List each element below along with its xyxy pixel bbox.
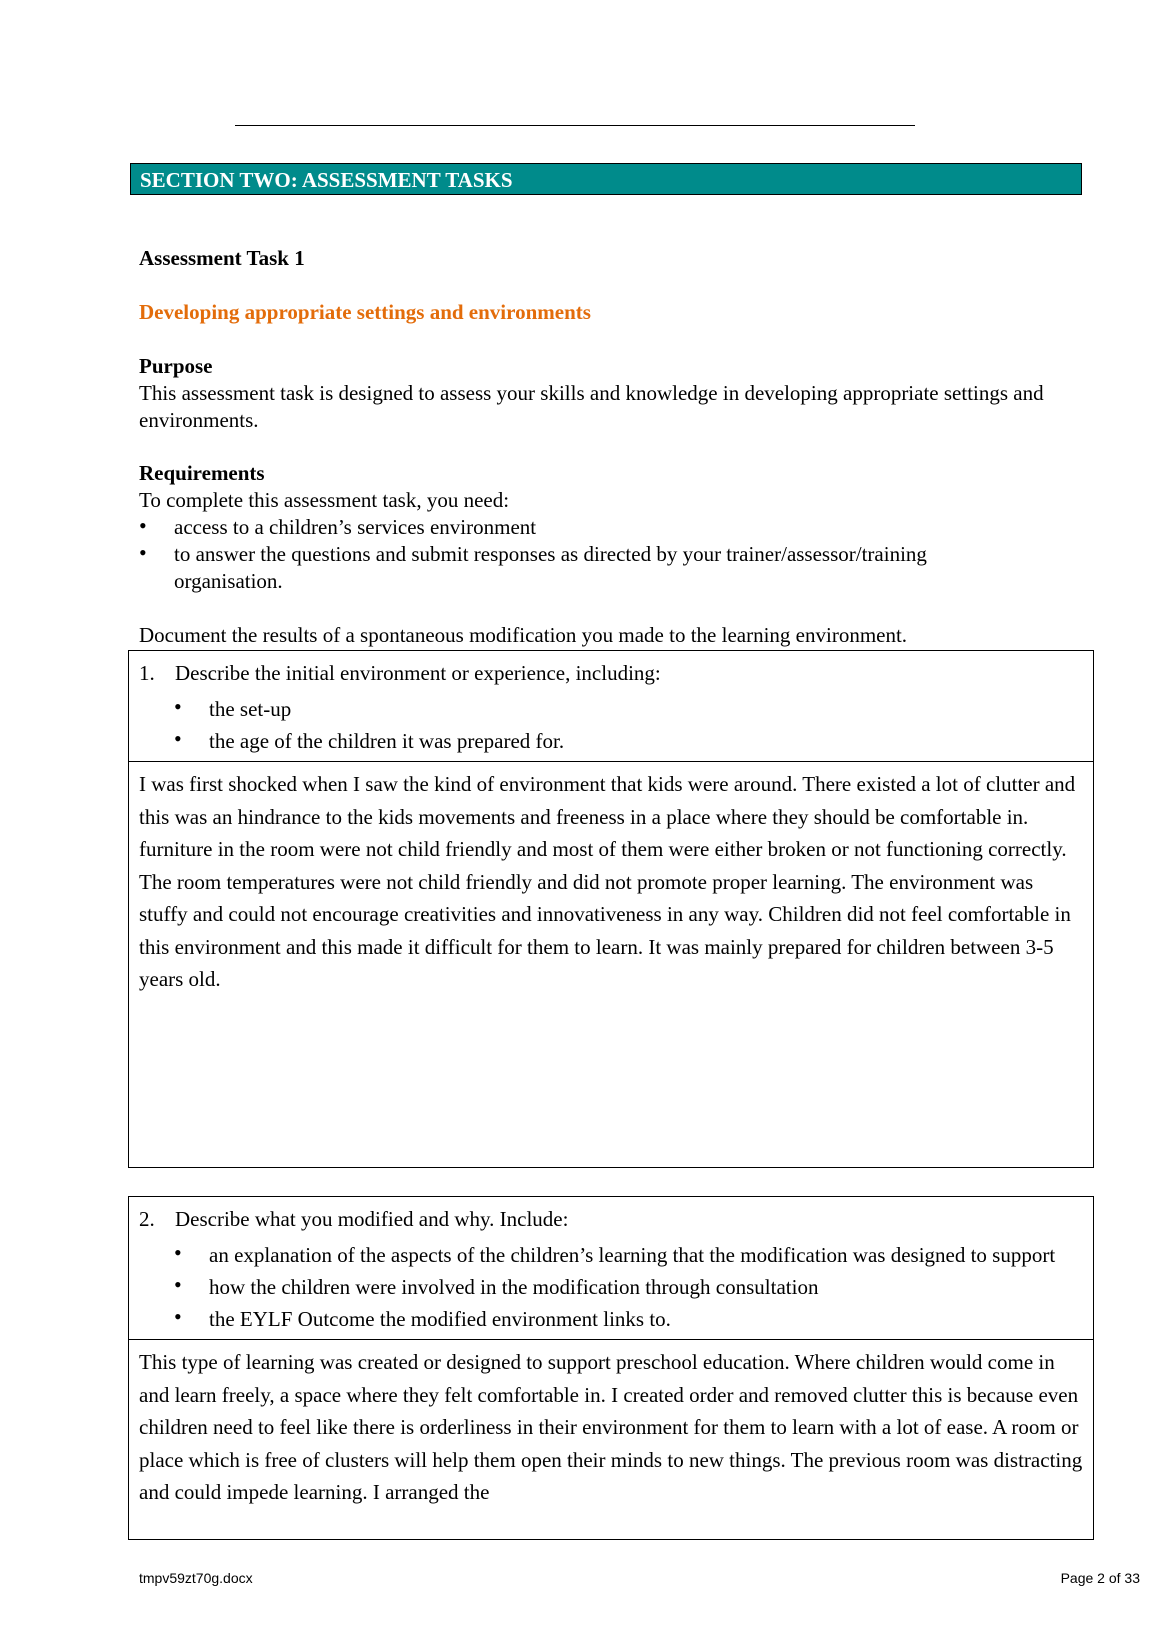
section-banner: SECTION TWO: ASSESSMENT TASKS <box>130 163 1082 195</box>
question-text: Describe what you modified and why. Include: <box>175 1207 569 1231</box>
question-text: Describe the initial environment or experience, including: <box>175 661 661 685</box>
question-prompt-1 <box>129 651 1093 762</box>
requirements-heading: Requirements <box>139 461 265 485</box>
question-number: 1. <box>139 661 155 685</box>
question-bullets <box>139 1239 1083 1335</box>
task-title: Assessment Task 1 <box>139 246 305 270</box>
question-bullets <box>139 693 1083 757</box>
footer-filename: tmpv59zt70g.docx <box>139 1570 253 1586</box>
list-item: • the age of the children it was prepared for. <box>139 725 1083 757</box>
purpose-heading: Purpose <box>139 354 213 378</box>
list-item: • the set-up <box>139 693 1083 725</box>
question-prompt-2 <box>129 1197 1093 1340</box>
task-subtitle: Developing appropriate settings and environments <box>139 300 591 324</box>
question-box-2 <box>128 1196 1094 1540</box>
instruction-text: Document the results of a spontaneous modification you made to the learning environment. <box>139 623 908 647</box>
answer-text-2[interactable]: This type of learning was created or designed to support preschool education. Where children would come in and learn freely, a space where they felt comfortable in. I created order and removed clutter this is because even children need to feel like there is orderliness in their environment for them to learn with a lot of ease. A room or place which is free of clusters will help them open their minds to new things. The previous room was distracting and could impede learning. I arranged the <box>139 1350 1083 1504</box>
header-rule <box>235 125 915 126</box>
list-item: • how the children were involved in the modification through consultation <box>139 1271 1083 1303</box>
purpose-text: This assessment task is designed to assess your skills and knowledge in developing appropriate settings and environments. <box>139 381 1044 432</box>
requirements-intro: To complete this assessment task, you need: <box>139 488 510 512</box>
requirements-list <box>139 514 1039 595</box>
list-item: • to answer the questions and submit responses as directed by your trainer/assessor/training organisation. <box>139 541 1039 595</box>
list-item: • the EYLF Outcome the modified environment links to. <box>139 1303 1083 1335</box>
list-item: • an explanation of the aspects of the children’s learning that the modification was designed to support <box>139 1239 1083 1271</box>
question-number: 2. <box>139 1207 155 1231</box>
list-item: • access to a children’s services environment <box>139 514 1039 541</box>
question-box-1 <box>128 650 1094 1168</box>
footer-page-number: Page 2 of 33 <box>1060 1570 1140 1586</box>
answer-text-1[interactable]: I was first shocked when I saw the kind of environment that kids were around. There existed a lot of clutter and this was an hindrance to the kids movements and freeness in a place where they should be comfortable in. furniture in the room were not child friendly and most of them were either broken or not functioning correctly. The room temperatures were not child friendly and did not promote proper learning. The environment was stuffy and could not encourage creativities and innovativeness in any way. Children did not feel comfortable in this environment and this made it difficult for them to learn. It was mainly prepared for children between 3-5 years old. <box>139 772 1076 991</box>
